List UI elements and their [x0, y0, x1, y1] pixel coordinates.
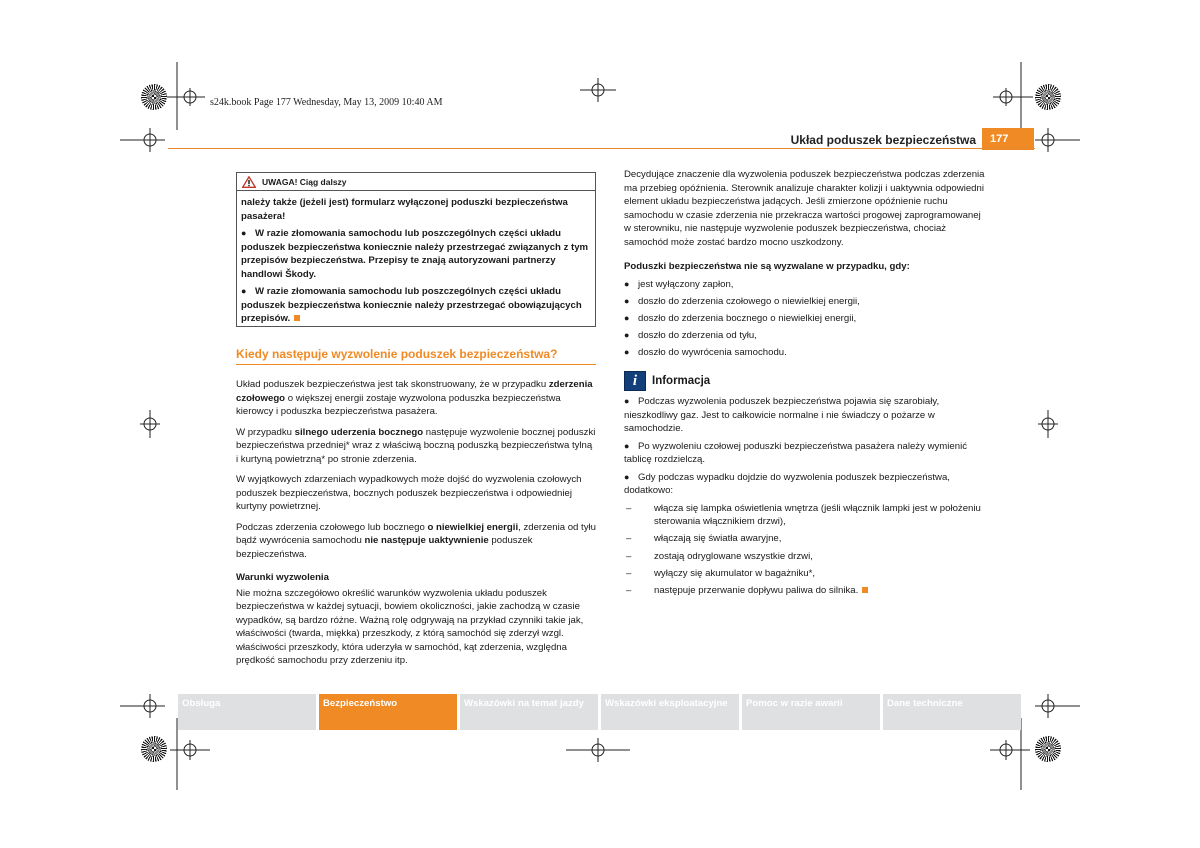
tab-wskazowki-jazdy[interactable]: Wskazówki na temat jazdy: [460, 694, 598, 730]
list-item: ● doszło do wywrócenia samochodu.: [624, 346, 787, 358]
info-header: [624, 371, 989, 391]
tab-wskazowki-eksploatacyjne[interactable]: Wskazówki eksploatacyjne: [601, 694, 739, 730]
warning-title: UWAGA! Ciąg dalszy: [262, 176, 347, 187]
dash-item: – wyłączy się akumulator w bagażniku*,: [626, 567, 816, 579]
warning-bullet-text: W razie złomowania samochodu lub poszczególnych części układu poduszek bezpieczeństwa koniecznie należy przestrzegać obowiązujących przepisów.: [241, 286, 582, 324]
info-bullet: ● Gdy podczas wypadku dojdzie do wyzwolenia poduszek bezpieczeństwa, dodatkowo:: [624, 471, 950, 497]
dash-item: – włącza się lampka oświetlenia wnętrza (jeśli włącznik lampki jest w położeniu sterowania włącznikiem drzwi),: [626, 502, 981, 528]
list-item: ● doszło do zderzenia od tyłu,: [624, 329, 757, 341]
dash-item: – zostają odryglowane wszystkie drzwi,: [626, 550, 813, 562]
bullet-icon: ●: [624, 346, 630, 357]
registration-disc: [141, 84, 167, 110]
running-header-title: Układ poduszek bezpieczeństwa: [790, 133, 976, 147]
bullet-icon: ●: [624, 278, 630, 289]
end-mark-icon: [862, 587, 868, 593]
bullet-icon: ●: [624, 312, 630, 323]
section-heading: Kiedy następuje wyzwolenie poduszek bezpieczeństwa?: [236, 347, 596, 365]
info-icon: i: [624, 371, 646, 391]
registration-disc: [141, 736, 167, 762]
bullet-icon: ●: [624, 440, 630, 451]
paragraph: Podczas zderzenia czołowego lub bocznego o niewielkiej energii, zderzenia od tyłu bądź wywrócenia samochodu nie następuje uaktywnienie poduszek bezpieczeństwa.: [236, 521, 596, 560]
chapter-tabs: [178, 694, 1021, 730]
dash-item: – włączają się światła awaryjne,: [626, 533, 782, 545]
tab-obsluga[interactable]: Obsługa: [178, 694, 316, 730]
end-mark-icon: [294, 315, 300, 321]
page-number: 177: [982, 128, 1034, 150]
bullet-list: [624, 278, 989, 360]
warning-paragraph: należy także (jeżeli jest) formularz wyłączonej poduszki bezpieczeństwa pasażera!: [241, 197, 568, 222]
warning-header: [237, 173, 595, 191]
paragraph: Nie można szczegółowo określić warunków wyzwolenia układu poduszek bezpieczeństwa w każdej sytuacji, bowiem okoliczności, jakie zachodzą w czasie wypadków, są bardzo różne. Ważną rolę odgrywają na przykład czynniki takie jak, właściwości (twarda, miękka) przeszkody, z którą samochód się zderzył wzgl. właściwości przeszkody, która uderzyła w samochód, kąt zderzenia, względna prędkość samochodu przy zderzeniu itp.: [236, 587, 584, 666]
warning-bullet: [241, 227, 592, 281]
subheading: Warunki wyzwolenia: [236, 572, 329, 583]
tab-dane-techniczne[interactable]: Dane techniczne: [883, 694, 1021, 730]
list-item: ● doszło do zderzenia czołowego o niewielkiej energii,: [624, 295, 860, 307]
header-rule: [168, 148, 1035, 149]
registration-disc: [1035, 736, 1061, 762]
paragraph: W przypadku silnego uderzenia bocznego następuje wyzwolenie bocznej poduszki bezpieczeństwa przedniej* wraz z właściwą boczną poduszką bezpieczeństwa tylną i kurtyną powietrzną* po stronie zderzenia.: [236, 426, 596, 465]
info-title: Informacja: [652, 374, 711, 387]
list-item: ● doszło do zderzenia bocznego o niewielkiej energii,: [624, 312, 857, 324]
bullet-icon: ●: [624, 329, 630, 340]
left-column: [236, 378, 596, 675]
paragraph: Decydujące znaczenie dla wyzwolenia poduszek bezpieczeństwa podczas zderzenia ma przebieg opóźnienia. Sterownik analizuje charakter kolizji i uaktywnia odpowiedni element układu bezpieczeństwa jadących. Jeśli zmierzone opóźnienie ruchu samochodu w czasie zderzenia nie przekracza wartości progowej zaprogramowanej w sterowniku, nie następuje wyzwolenie poduszek bezpieczeństwa, chociaż samochód może zostać bardzo mocno uszkodzony.: [624, 169, 985, 248]
registration-disc: [1035, 84, 1061, 110]
warning-box: [236, 172, 596, 327]
bullet-icon: ●: [624, 396, 630, 407]
info-bullet: ● Podczas wyzwolenia poduszek bezpieczeństwa pojawia się szarobiały, nieszkodliwy gaz. Jest to całkowicie normalne i nie świadczy o pożarze w samochodzie.: [624, 396, 940, 435]
print-metadata: s24k.book Page 177 Wednesday, May 13, 2009 10:40 AM: [210, 97, 443, 108]
list-item: ● jest wyłączony zapłon,: [624, 278, 734, 290]
paragraph: W wyjątkowych zdarzeniach wypadkowych może dojść do wyzwolenia czołowych poduszek bezpieczeństwa, bocznych poduszek bezpieczeństwa i odpowiedniej kurtyny powietrznej.: [236, 474, 582, 512]
list-heading: Poduszki bezpieczeństwa nie są wyzwalane w przypadku, gdy:: [624, 261, 910, 272]
paragraph: Układ poduszek bezpieczeństwa jest tak skonstruowany, że w przypadku zderzenia czołowego o większej energii zostaje wyzwolona poduszka bezpieczeństwa kierowcy i poduszka bezpieczeństwa pasażera.: [236, 379, 593, 417]
info-block: [624, 395, 989, 597]
right-column: [624, 168, 989, 605]
tab-bezpieczenstwo[interactable]: Bezpieczeństwo: [319, 694, 457, 730]
warning-bullet: [241, 285, 592, 326]
bullet-icon: ●: [241, 228, 247, 238]
tab-pomoc-awarii[interactable]: Pomoc w razie awarii: [742, 694, 880, 730]
dash-item: – następuje przerwanie dopływu paliwa do silnika.: [624, 584, 989, 598]
bullet-icon: ●: [624, 471, 630, 482]
info-bullet: ● Po wyzwoleniu czołowej poduszki bezpieczeństwa pasażera należy wymienić tablicę rozdzielczą.: [624, 440, 968, 466]
bullet-icon: ●: [241, 286, 247, 296]
warning-bullet-text: W razie złomowania samochodu lub poszczególnych części układu poduszek bezpieczeństwa koniecznie należy przestrzegać związanych z tym przepisów bezpieczeństwa. Przepisy te znają autoryzowani partnerzy handlowi Škody.: [241, 228, 589, 280]
dash-list: [624, 502, 989, 597]
bullet-icon: ●: [624, 295, 630, 306]
warning-triangle-icon: [242, 176, 256, 188]
